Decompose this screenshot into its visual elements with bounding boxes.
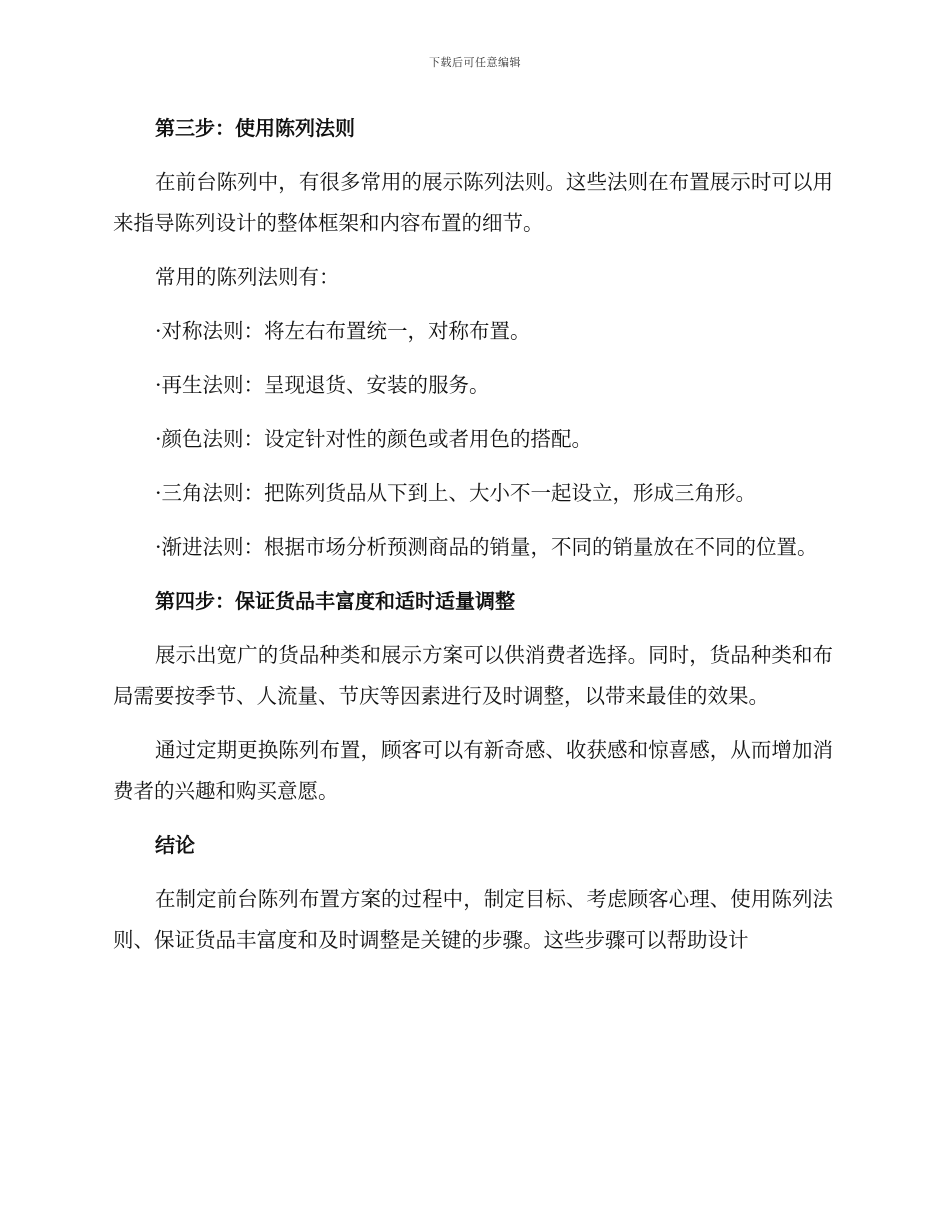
section-4-heading: 第四步：保证货品丰富度和适时适量调整 xyxy=(155,589,515,613)
rule-list-item xyxy=(113,527,833,568)
bullet-marker: · xyxy=(155,373,162,397)
bullet-marker: · xyxy=(155,319,162,343)
rule-list-item-text: 渐进法则：根据市场分析预测商品的销量，不同的销量放在不同的位置。 xyxy=(161,535,818,559)
section-3-heading: 第三步：使用陈列法则 xyxy=(155,116,355,140)
bullet-marker: · xyxy=(155,427,162,451)
rule-list-item-text: 对称法则：将左右布置统一，对称布置。 xyxy=(161,319,531,343)
rule-list-item xyxy=(113,419,833,460)
bullet-marker: · xyxy=(155,481,162,505)
section-3-paragraph-2: 常用的陈列法则有： xyxy=(155,265,340,289)
rule-list-item xyxy=(113,311,833,352)
rule-list-item-text: 颜色法则：设定针对性的颜色或者用色的搭配。 xyxy=(161,427,593,451)
rule-list-item-text: 再生法则：呈现退货、安装的服务。 xyxy=(161,373,490,397)
conclusion-heading: 结论 xyxy=(155,833,195,857)
bullet-marker: · xyxy=(155,535,162,559)
section-3-paragraph-1: 在前台陈列中，有很多常用的展示陈列法则。这些法则在布置展示时可以用来指导陈列设计的整体框架和内容布置的细节。 xyxy=(113,170,833,235)
page-header: 下载后可任意编辑 xyxy=(429,56,521,69)
conclusion-paragraph-1: 在制定前台陈列布置方案的过程中，制定目标、考虑顾客心理、使用陈列法则、保证货品丰富度和及时调整是关键的步骤。这些步骤可以帮助设计 xyxy=(113,887,833,952)
document-body xyxy=(113,108,833,974)
rule-list-item-text: 三角法则：把陈列货品从下到上、大小不一起设立，形成三角形。 xyxy=(161,481,757,505)
section-4-paragraph-1: 展示出宽广的货品种类和展示方案可以供消费者选择。同时，货品种类和布局需要按季节、人流量、节庆等因素进行及时调整，以带来最佳的效果。 xyxy=(113,643,833,708)
section-4-paragraph-2: 通过定期更换陈列布置，顾客可以有新奇感、收获感和惊喜感，从而增加消费者的兴趣和购买意愿。 xyxy=(113,738,833,803)
rule-list-item xyxy=(113,473,833,514)
rule-list-item xyxy=(113,365,833,406)
